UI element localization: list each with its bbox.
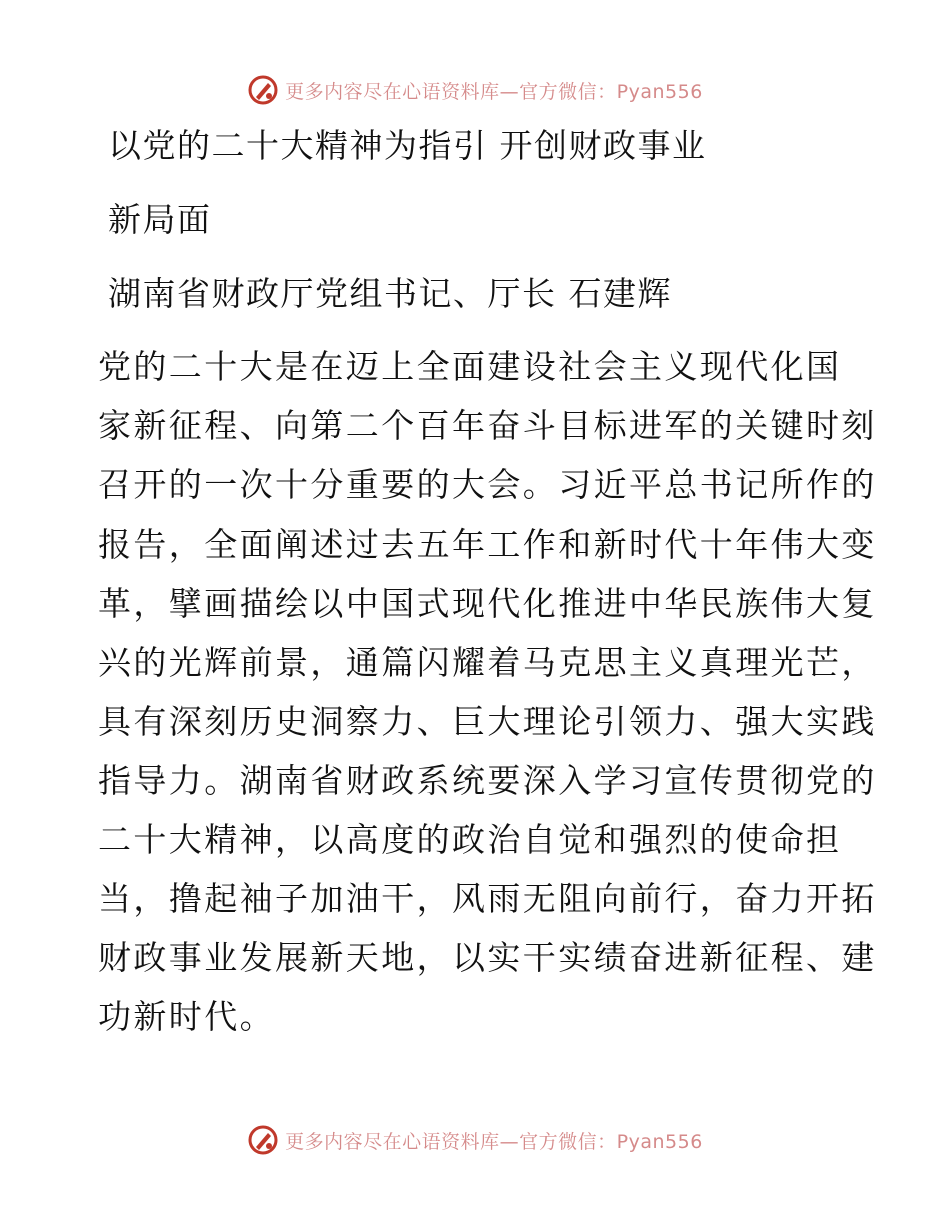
body-line: 二十大精神，以高度的政治自觉和强烈的使命担 bbox=[98, 820, 842, 859]
body-line: 具有深刻历史洞察力、巨大理论引领力、强大实践 bbox=[98, 702, 877, 741]
body-line: 指导力。湖南省财政系统要深入学习宣传贯彻党的 bbox=[98, 761, 877, 800]
header-watermark-banner bbox=[0, 70, 950, 110]
body-line: 革，擘画描绘以中国式现代化推进中华民族伟大复 bbox=[98, 584, 877, 623]
body-line: 当，撸起袖子加油干，风雨无阻向前行，奋力开拓 bbox=[98, 879, 877, 918]
pen-logo-icon bbox=[247, 74, 279, 106]
watermark-text: 更多内容尽在心语资料库—官方微信：Pyan556 bbox=[285, 80, 703, 103]
body-line: 报告，全面阐述过去五年工作和新时代十年伟大变 bbox=[98, 525, 877, 564]
watermark-text: 更多内容尽在心语资料库—官方微信：Pyan556 bbox=[285, 1130, 703, 1153]
pen-logo-icon bbox=[247, 1124, 279, 1156]
body-line: 家新征程、向第二个百年奋斗目标进军的关键时刻 bbox=[98, 406, 877, 445]
article-title-line-1: 以党的二十大精神为指引 开创财政事业 bbox=[108, 126, 707, 165]
article-title-line-2: 新局面 bbox=[108, 200, 212, 239]
body-line: 兴的光辉前景，通篇闪耀着马克思主义真理光芒， bbox=[98, 643, 877, 682]
author-line: 湖南省财政厅党组书记、厅长 石建辉 bbox=[108, 274, 672, 313]
body-line: 党的二十大是在迈上全面建设社会主义现代化国 bbox=[98, 347, 842, 386]
body-line: 召开的一次十分重要的大会。习近平总书记所作的 bbox=[98, 465, 877, 504]
body-line: 功新时代。 bbox=[98, 997, 275, 1036]
body-line: 财政事业发展新天地，以实干实绩奋进新征程、建 bbox=[98, 938, 877, 977]
footer-watermark-banner bbox=[0, 1120, 950, 1160]
